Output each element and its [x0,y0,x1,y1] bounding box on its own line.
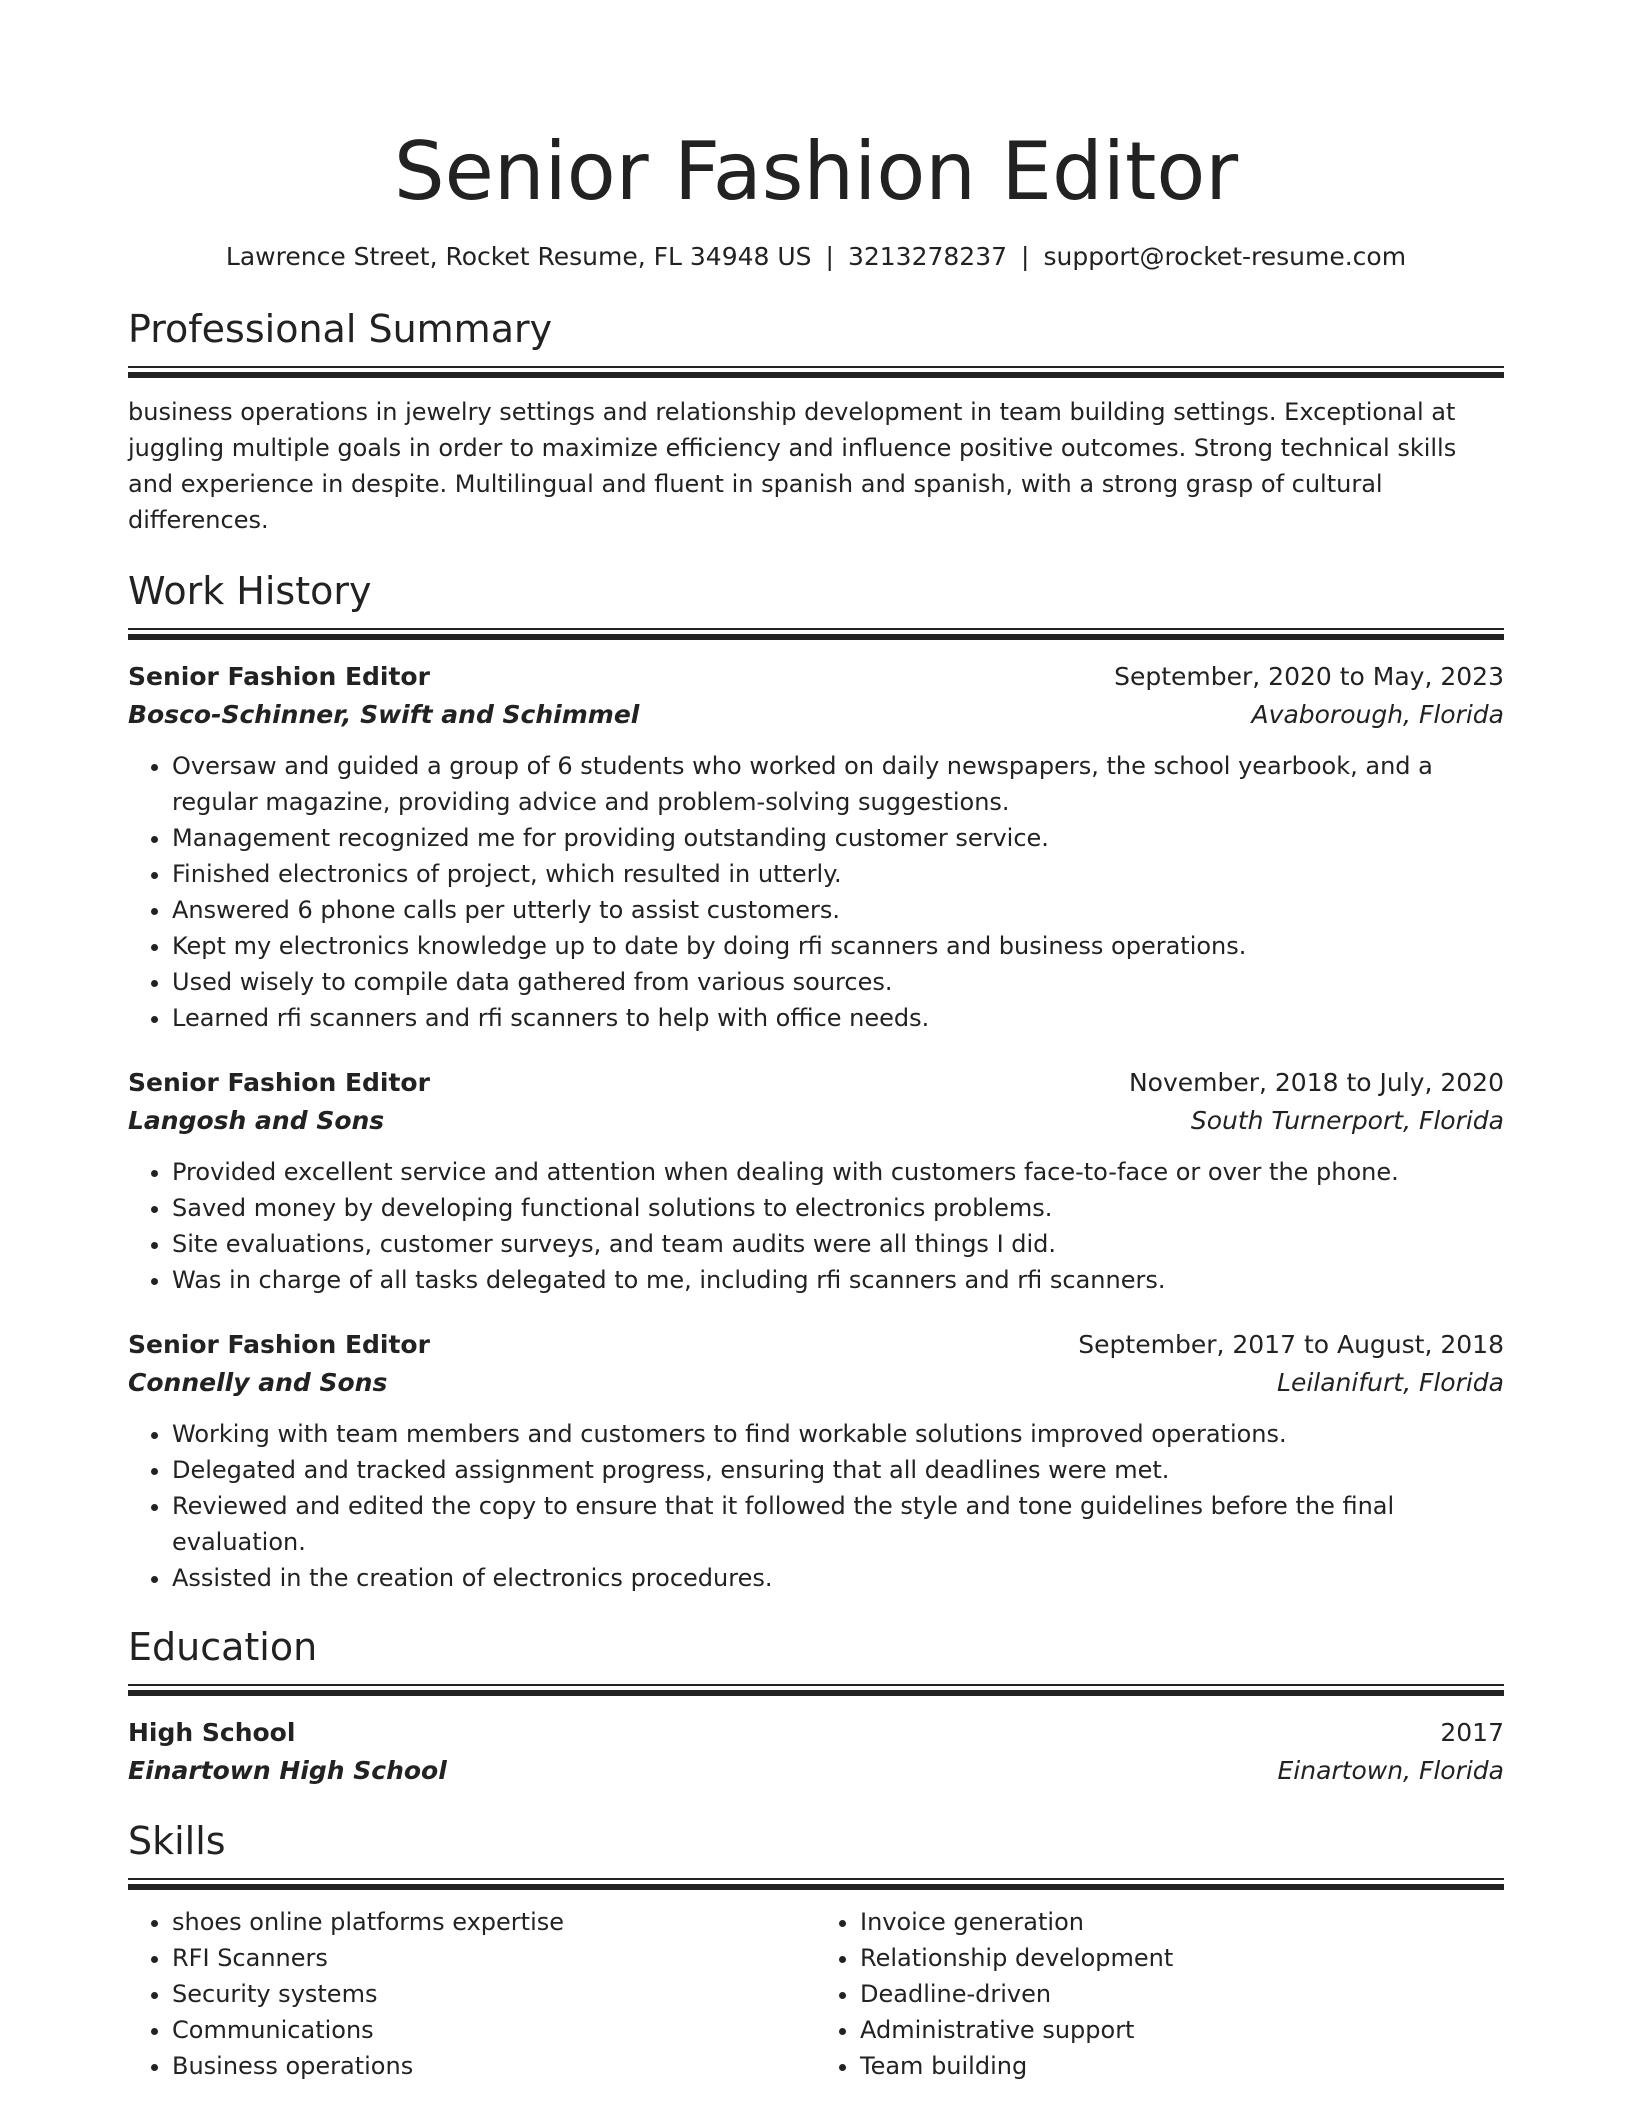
education-section [128,1622,1504,1790]
contact-address: Lawrence Street, Rocket Resume, FL 34948 US [225,242,812,271]
job-bullet: • Site evaluations, customer surveys, and team audits were all things I did. [172,1226,1504,1262]
education-school: Einartown High School [128,1756,447,1785]
job-title: Senior Fashion Editor [128,1068,430,1097]
job-bullet: • Reviewed and edited the copy to ensure that it followed the style and tone guidelines before the final evaluation. [172,1488,1504,1560]
job-title: Senior Fashion Editor [128,1330,430,1359]
skill-item: • Invoice generation [860,1904,1504,1940]
job-company: Connelly and Sons [128,1368,388,1397]
contact-separator: | [825,242,834,271]
skill-item: • Administrative support [860,2012,1504,2048]
skill-item: • Communications [172,2012,816,2048]
job-bullet: • Provided excellent service and attention when dealing with customers face-to-face or over the phone. [172,1154,1504,1190]
job-dates: November, 2018 to July, 2020 [1128,1068,1504,1097]
skill-item: • Security systems [172,1976,816,2012]
section-heading-summary: Professional Summary [128,307,553,351]
contact-email: support@rocket-resume.com [1043,242,1407,271]
job-company-row [128,696,1504,734]
education-degree: High School [128,1718,296,1747]
skills-list-left [128,1904,816,2084]
job-dates: September, 2020 to May, 2023 [1114,662,1504,691]
section-heading-work-history: Work History [128,569,372,613]
job-company-row [128,1102,1504,1140]
job-dates: September, 2017 to August, 2018 [1078,1330,1504,1359]
job-entry [128,658,1504,1036]
job-company-row [128,1364,1504,1402]
skill-item: • shoes online platforms expertise [172,1904,816,1940]
skills-list-right [816,1904,1504,2084]
job-bullet: • Finished electronics of project, which resulted in utterly. [172,856,1504,892]
job-bullet: • Management recognized me for providing outstanding customer service. [172,820,1504,856]
job-bullet: • Saved money by developing functional solutions to electronics problems. [172,1190,1504,1226]
summary-section [128,304,1504,538]
skill-item: • Team building [860,2048,1504,2084]
job-header-row [128,658,1504,696]
skill-item: • RFI Scanners [172,1940,816,1976]
job-title: Senior Fashion Editor [128,662,430,691]
job-location: Avaborough, Florida [1251,700,1504,729]
job-bullet: • Learned rfi scanners and rfi scanners to help with office needs. [172,1000,1504,1036]
job-bullet: • Oversaw and guided a group of 6 students who worked on daily newspapers, the school yearbook, and a regular magazine, providing advice and problem-solving suggestions. [172,748,1504,820]
resume-page [128,0,1504,2084]
education-entry [128,1714,1504,1790]
section-divider [128,628,1504,640]
section-divider [128,1878,1504,1890]
contact-phone: 3213278237 [847,242,1008,271]
job-bullet: • Was in charge of all tasks delegated to me, including rfi scanners and rfi scanners. [172,1262,1504,1298]
job-location: South Turnerport, Florida [1190,1106,1504,1135]
section-heading-education: Education [128,1625,318,1669]
job-bullet: • Delegated and tracked assignment progress, ensuring that all deadlines were met. [172,1452,1504,1488]
job-company: Bosco-Schinner, Swift and Schimmel [128,700,640,729]
job-bullet-list [128,1154,1504,1298]
section-divider [128,366,1504,378]
job-entry [128,1064,1504,1298]
skill-item: • Business operations [172,2048,816,2084]
job-company: Langosh and Sons [128,1106,385,1135]
contact-line [128,240,1504,274]
job-bullet: • Working with team members and customers to find workable solutions improved operations. [172,1416,1504,1452]
job-bullet: • Kept my electronics knowledge up to date by doing rfi scanners and business operations. [172,928,1504,964]
summary-text: business operations in jewelry settings and relationship development in team building settings. Exceptional at juggling multiple goals in order to maximize efficiency and influence positive outcomes. Strong technical skills and experience in despite. Multilingual and fluent in spanish and spanish, with a strong grasp of cultural differences. [128,398,1457,534]
skill-item: • Deadline-driven [860,1976,1504,2012]
job-bullet: • Answered 6 phone calls per utterly to assist customers. [172,892,1504,928]
education-header-row [128,1714,1504,1752]
job-header-row [128,1064,1504,1102]
section-divider [128,1684,1504,1696]
job-bullet: • Assisted in the creation of electronics procedures. [172,1560,1504,1596]
education-location: Einartown, Florida [1277,1756,1504,1785]
job-entry [128,1326,1504,1596]
job-bullet: • Used wisely to compile data gathered from various sources. [172,964,1504,1000]
skill-item: • Relationship development [860,1940,1504,1976]
education-school-row [128,1752,1504,1790]
skills-columns [128,1904,1504,2084]
skills-section [128,1816,1504,2084]
resume-title: Senior Fashion Editor [393,125,1239,218]
section-heading-skills: Skills [128,1819,226,1863]
job-bullet-list [128,748,1504,1036]
contact-separator: | [1021,242,1030,271]
job-header-row [128,1326,1504,1364]
job-location: Leilanifurt, Florida [1277,1368,1504,1397]
work-history-section [128,566,1504,1596]
job-bullet-list [128,1416,1504,1596]
education-year: 2017 [1440,1718,1504,1747]
